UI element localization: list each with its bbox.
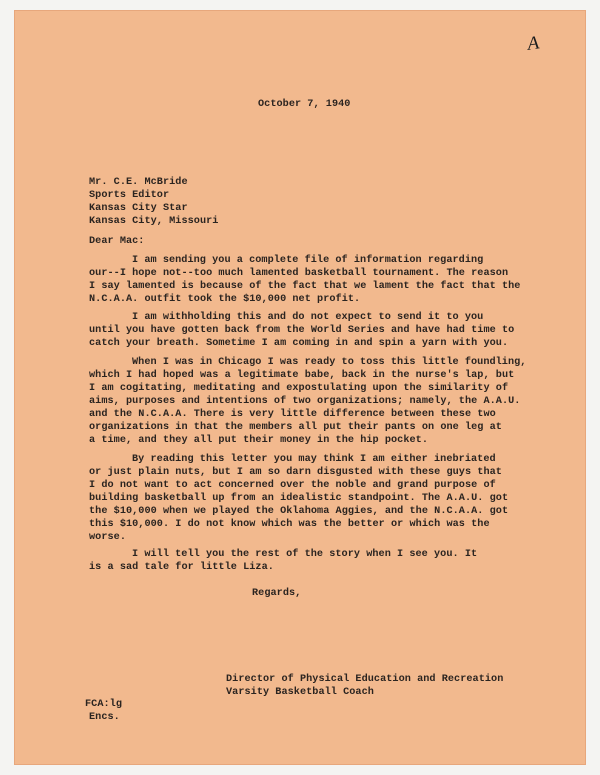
paragraph-line: aims, purposes and intentions of two organizations; namely, the A.A.U. (89, 396, 521, 407)
paragraph-line: I am cogitating, meditating and expostulating upon the similarity of (89, 383, 509, 394)
paragraph-line: When I was in Chicago I was ready to toss this little foundling, (132, 357, 527, 368)
paragraph-line: the $10,000 when we played the Oklahoma Aggies, and the N.C.A.A. got (89, 506, 509, 517)
paragraph-line: I am sending you a complete file of information regarding (132, 255, 484, 266)
handwritten-mark: A (526, 32, 541, 55)
paragraph-line: I say lamented is because of the fact that we lament the fact that the (89, 281, 521, 292)
recipient-line: Kansas City Star (89, 203, 188, 214)
paragraph-line: or just plain nuts, but I am so darn disgusted with these guys that (89, 467, 502, 478)
recipient-line: Kansas City, Missouri (89, 216, 219, 227)
paragraph-line: this $10,000. I do not know which was the better or which was the (89, 519, 490, 530)
paragraph-line: which I had hoped was a legitimate babe, back in the nurse's lap, but (89, 370, 515, 381)
salutation: Dear Mac: (89, 236, 145, 247)
paragraph-line: building basketball up from an idealistic standpoint. The A.A.U. got (89, 493, 509, 504)
letter-date: October 7, 1940 (258, 99, 351, 110)
letter-page (14, 10, 586, 765)
signature-line: Varsity Basketball Coach (226, 687, 374, 698)
reference-line: Encs. (89, 712, 120, 723)
paragraph-line: I will tell you the rest of the story when I see you. It (132, 549, 478, 560)
paragraph-line: organizations in that the members all put their pants on one leg at (89, 422, 502, 433)
paragraph-line: I am withholding this and do not expect to send it to you (132, 312, 484, 323)
paragraph-line: is a sad tale for little Liza. (89, 562, 274, 573)
reference-line: FCA:lg (85, 699, 122, 710)
recipient-line: Mr. C.E. McBride (89, 177, 188, 188)
paragraph-line: By reading this letter you may think I am either inebriated (132, 454, 496, 465)
signature-line: Director of Physical Education and Recreation (226, 674, 504, 685)
recipient-line: Sports Editor (89, 190, 170, 201)
paragraph-line: I do not want to act concerned over the noble and grand purpose of (89, 480, 496, 491)
paragraph-line: catch your breath. Sometime I am coming in and spin a yarn with you. (89, 338, 509, 349)
paragraph-line: a time, and they all put their money in the hip pocket. (89, 435, 428, 446)
closing: Regards, (252, 588, 302, 599)
paragraph-line: and the N.C.A.A. There is very little difference between these two (89, 409, 496, 420)
paragraph-line: N.C.A.A. outfit took the $10,000 net profit. (89, 294, 361, 305)
paragraph-line: until you have gotten back from the World Series and have had time to (89, 325, 515, 336)
paragraph-line: our--I hope not--too much lamented basketball tournament. The reason (89, 268, 509, 279)
paragraph-line: worse. (89, 532, 126, 543)
